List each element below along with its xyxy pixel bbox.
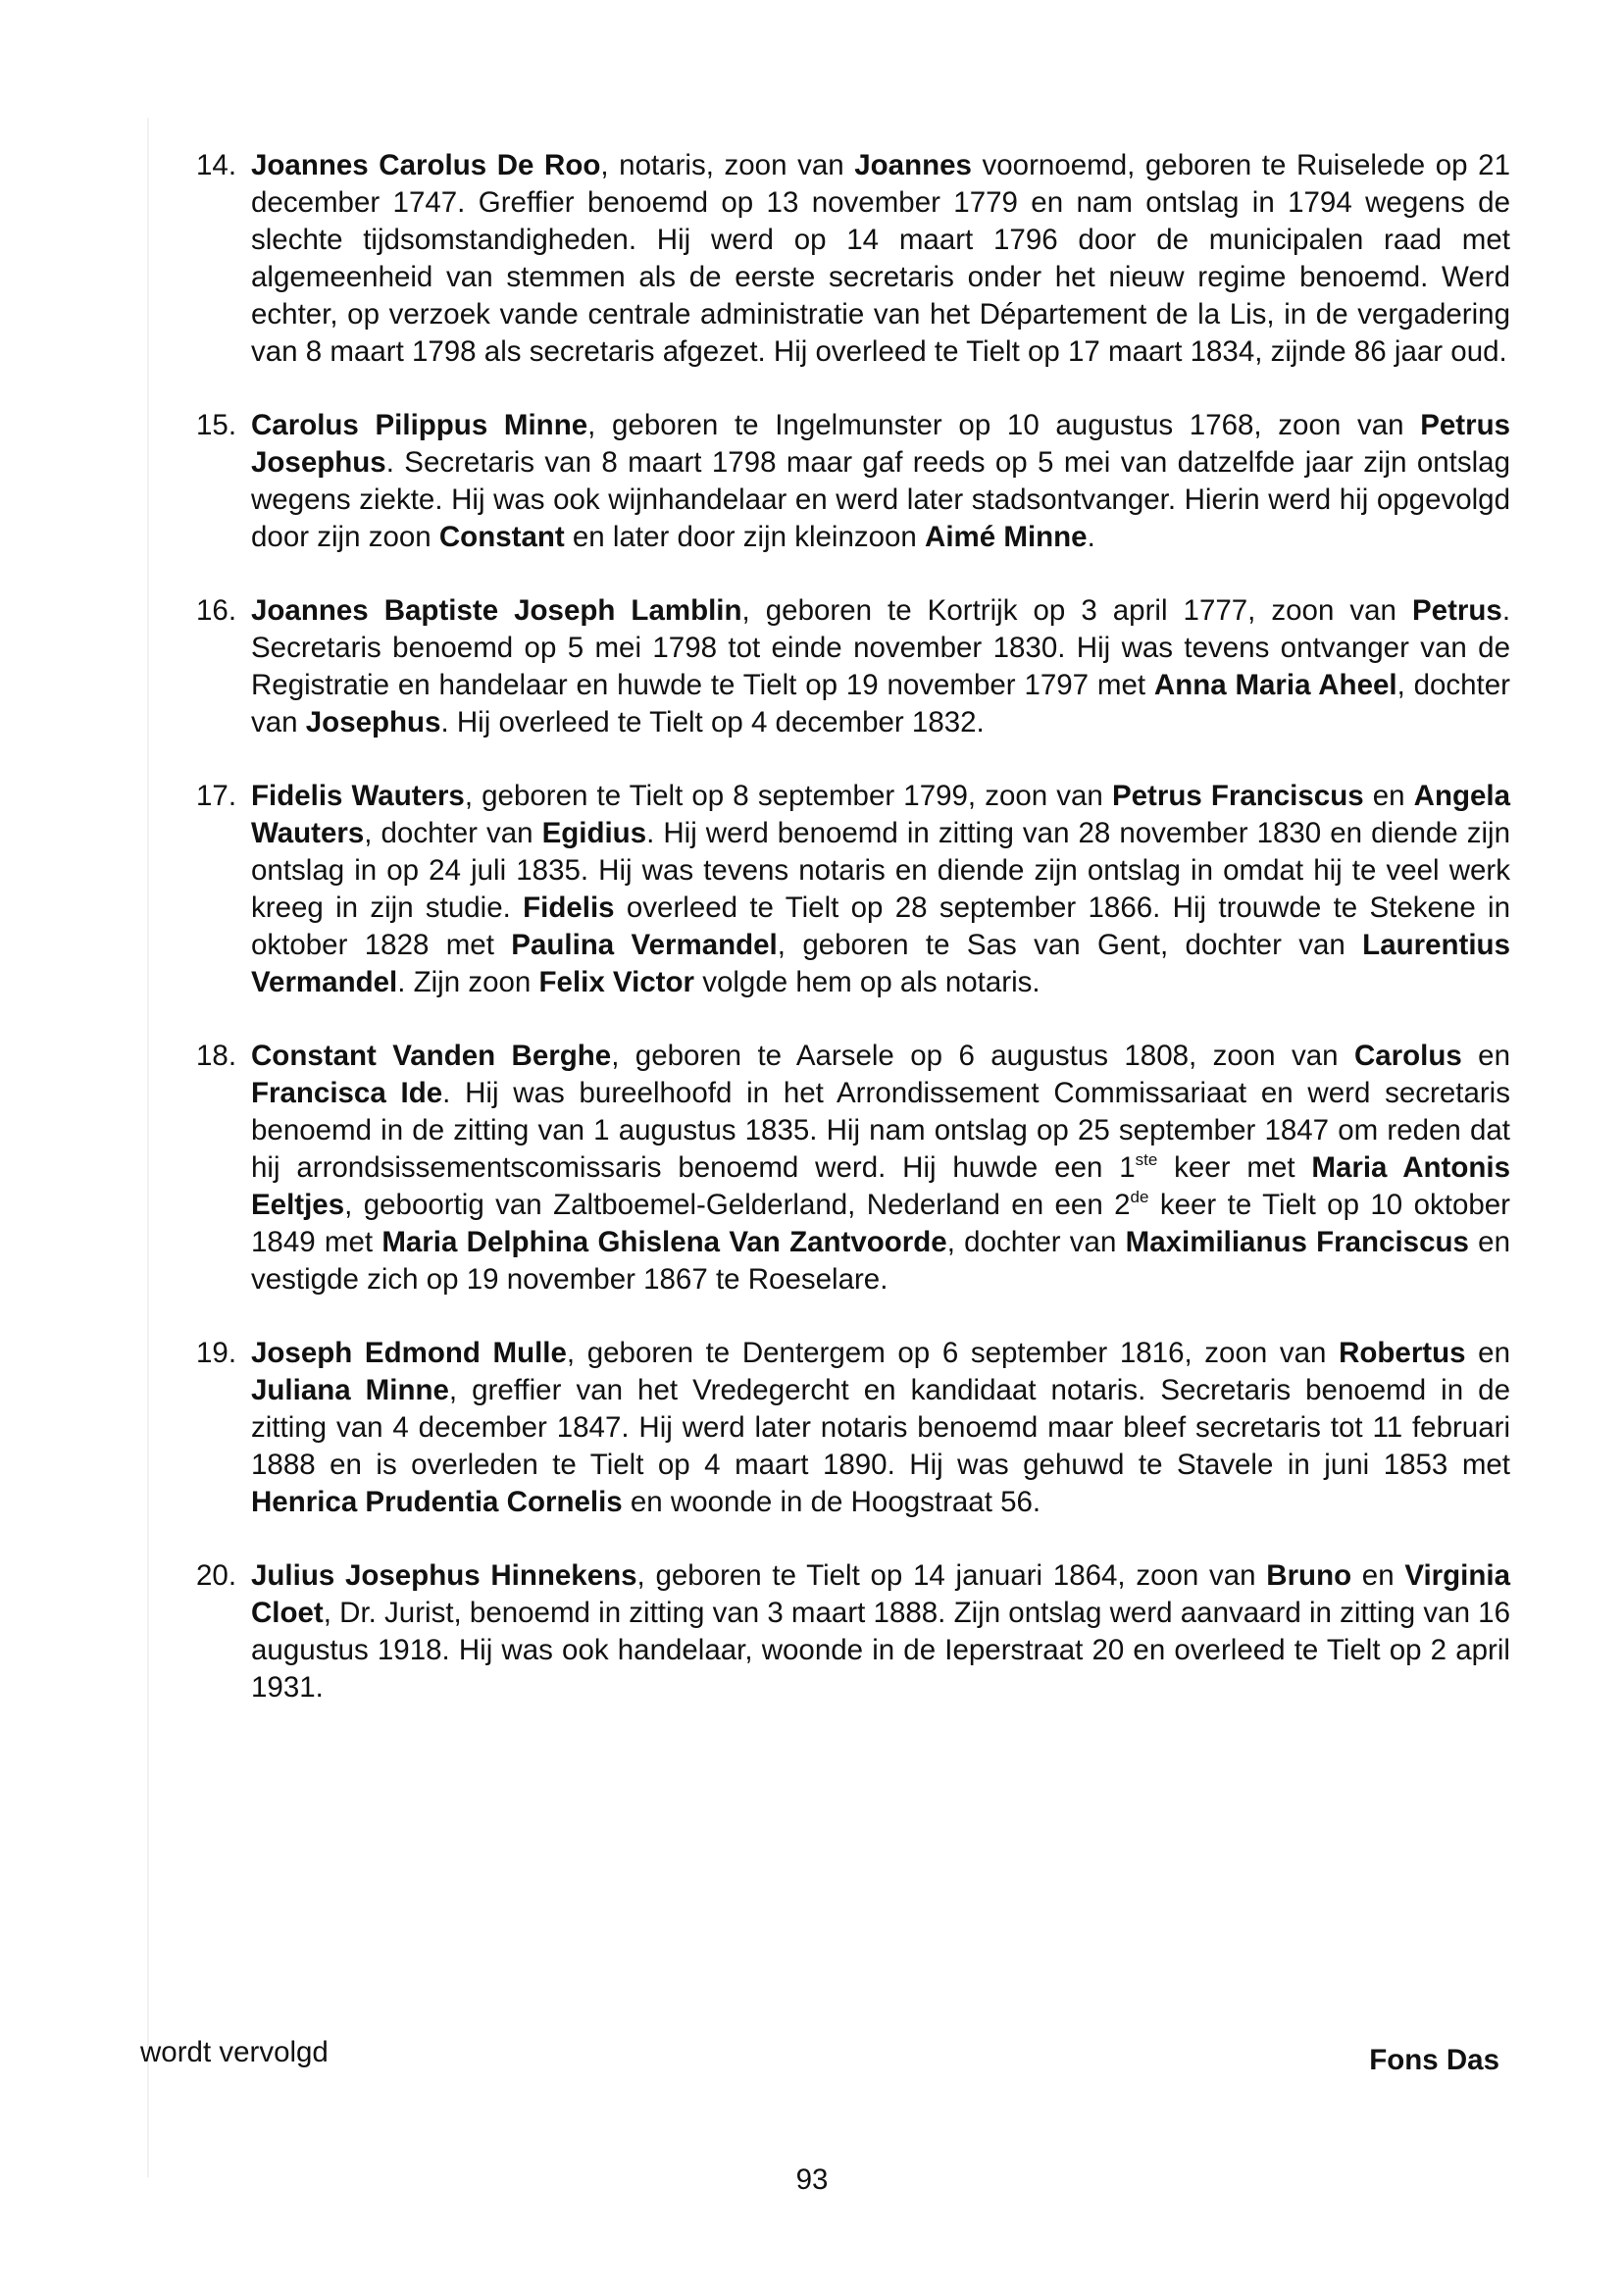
entry-text <box>251 780 1510 998</box>
entry-number: 17. <box>196 780 237 812</box>
list-item <box>196 1335 1510 1521</box>
list-item <box>196 147 1510 371</box>
bold-name: Joseph Edmond Mulle <box>251 1337 567 1369</box>
bold-name: Paulina Vermandel <box>511 929 778 961</box>
text-segment: . Hij overleed te Tielt op 4 december 1832. <box>440 706 985 738</box>
bold-name: Joannes <box>854 149 972 181</box>
bold-name: Joannes Carolus De Roo <box>251 149 601 181</box>
text-segment: , geboren te Tielt op 8 september 1799, zoon van <box>464 780 1112 812</box>
entry-text <box>251 1337 1510 1518</box>
bold-name: Virginia Cloet <box>251 1559 1510 1629</box>
page-edge-line <box>147 118 149 2177</box>
text-segment: , dochter van <box>364 817 542 849</box>
text-segment: . Hij was bureelhoofd in het Arrondissement Commissariaat en werd secretaris benoemd in de zitting van 1 augustus 1835. Hij nam ontslag op 25 september 1847 om reden dat hij arrondsissementscomissaris benoemd werd. Hij huwde een 1 <box>251 1077 1510 1184</box>
entry-list <box>196 147 1510 1743</box>
bold-name: Aimé Minne <box>925 521 1088 553</box>
list-item <box>196 407 1510 556</box>
ordinal-suffix: de <box>1130 1188 1149 1206</box>
entry-text <box>251 149 1510 368</box>
bold-name: Fidelis Wauters <box>251 780 465 812</box>
entry-number: 14. <box>196 149 237 181</box>
bold-name: Petrus Josephus <box>251 409 1511 479</box>
bold-name: Henrica Prudentia Cornelis <box>251 1486 623 1518</box>
list-item <box>196 1038 1510 1298</box>
entry-number: 15. <box>196 409 237 441</box>
bold-name: Angela Wauters <box>251 780 1510 849</box>
bold-name: Julius Josephus Hinnekens <box>251 1559 637 1592</box>
text-segment: , notaris, zoon van <box>600 149 855 181</box>
entry-text <box>251 594 1510 738</box>
bold-name: Constant <box>438 521 565 553</box>
bold-name: Maria Antonis Eeltjes <box>251 1151 1510 1221</box>
continued-note: wordt vervolgd <box>140 2036 329 2068</box>
bold-name: Anna Maria Aheel <box>1153 669 1397 701</box>
text-segment: , geboren te Ingelmunster op 10 augustus 1768, zoon van <box>587 409 1421 441</box>
entry-number: 20. <box>196 1559 237 1592</box>
text-segment: , geboren te Kortrijk op 3 april 1777, zoon van <box>741 594 1412 627</box>
bold-name: Fidelis <box>523 891 615 924</box>
bold-name: Maximilianus Franciscus <box>1125 1226 1469 1258</box>
text-segment: . Zijn zoon <box>397 966 539 998</box>
entry-number: 16. <box>196 594 237 627</box>
text-segment: , greffier van het Vredegercht en kandidaat notaris. Secretaris benoemd in de zitting van 4 december 1847. Hij werd later notaris benoemd maar bleef secretaris tot 11 februari 1888 en is overleden te Tielt op 4 maart 1890. Hij was gehuwd te Stavele in juni 1853 met <box>251 1374 1510 1481</box>
text-segment: , dochter van <box>251 669 1510 738</box>
entry-number: 19. <box>196 1337 237 1369</box>
bold-name: Petrus Franciscus <box>1111 780 1364 812</box>
text-segment: , geboren te Tielt op 14 januari 1864, zoon van <box>636 1559 1267 1592</box>
text-segment: , dochter van <box>946 1226 1126 1258</box>
bold-name: Carolus Pilippus Minne <box>251 409 588 441</box>
text-segment: en <box>1363 780 1414 812</box>
text-segment: , geboren te Dentergem op 6 september 1816, zoon van <box>566 1337 1340 1369</box>
bold-name: Egidius <box>541 817 647 849</box>
entry-text <box>251 1559 1510 1704</box>
text-segment: . Secretaris benoemd op 5 mei 1798 tot einde november 1830. Hij was tevens ontvanger van de Registratie en handelaar en huwde te Tielt op 19 november 1797 met <box>251 594 1511 701</box>
bold-name: Juliana Minne <box>251 1374 449 1406</box>
bold-name: Bruno <box>1266 1559 1352 1592</box>
text-segment: keer te Tielt op 10 oktober 1849 met <box>251 1189 1510 1258</box>
text-segment: en <box>1461 1040 1510 1072</box>
text-segment: en <box>1465 1337 1510 1369</box>
text-segment: voornoemd, geboren te Ruiselede op 21 december 1747. Greffier benoemd op 13 november 1779 en nam ontslag in 1794 wegens de slechte tijdsomstandigheden. Hij werd op 14 maart 1796 door de municipalen raad met algemeenheid van stemmen als de eerste secretaris onder het nieuw regime benoemd. Werd echter, op verzoek vande centrale administratie van het Département de la Lis, in de vergadering van 8 maart 1798 als secretaris afgezet. Hij overleed te Tielt op 17 maart 1834, zijnde 86 jaar oud. <box>251 149 1510 368</box>
text-segment: , geboren te Sas van Gent, dochter van <box>777 929 1363 961</box>
text-segment: en woonde in de Hoogstraat 56. <box>622 1486 1041 1518</box>
author-signature: Fons Das <box>1369 2044 1499 2076</box>
text-segment: . Secretaris van 8 maart 1798 maar gaf reeds op 5 mei van datzelfde jaar zijn ontslag wegens ziekte. Hij was ook wijnhandelaar en werd later stadsontvanger. Hierin werd hij opgevolgd door zijn zoon <box>251 446 1510 553</box>
ordinal-suffix: ste <box>1135 1150 1158 1169</box>
text-segment: en <box>1351 1559 1405 1592</box>
bold-name: Joannes Baptiste Joseph Lamblin <box>251 594 742 627</box>
text-segment: , geboortig van Zaltboemel-Gelderland, Nederland en een 2 <box>344 1189 1131 1221</box>
entry-text <box>251 1040 1510 1296</box>
page-number: 93 <box>795 2164 829 2196</box>
bold-name: Robertus <box>1339 1337 1466 1369</box>
bold-name: Francisca Ide <box>251 1077 443 1109</box>
list-item <box>196 592 1510 741</box>
text-segment: , Dr. Jurist, benoemd in zitting van 3 maart 1888. Zijn ontslag werd aanvaard in zitting van 16 augustus 1918. Hij was ook handelaar, woonde in de Ieperstraat 20 en overleed te Tielt op 2 april 1931. <box>251 1597 1510 1704</box>
bold-name: Constant Vanden Berghe <box>251 1040 612 1072</box>
text-segment: . <box>1087 521 1095 553</box>
text-segment: , geboren te Aarsele op 6 augustus 1808, zoon van <box>611 1040 1354 1072</box>
bold-name: Laurentius Vermandel <box>251 929 1510 998</box>
bold-name: Carolus <box>1353 1040 1462 1072</box>
bold-name: Petrus <box>1411 594 1502 627</box>
bold-name: Maria Delphina Ghislena Van Zantvoorde <box>381 1226 947 1258</box>
bold-name: Felix Victor <box>538 966 695 998</box>
text-segment: . Hij werd benoemd in zitting van 28 november 1830 en diende zijn ontslag in op 24 juli 1835. Hij was tevens notaris en diende zijn ontslag in omdat hij te veel werk kreeg in zijn studie. <box>251 817 1510 924</box>
entry-text <box>251 409 1510 553</box>
text-segment: en vestigde zich op 19 november 1867 te Roeselare. <box>251 1226 1510 1296</box>
bold-name: Josephus <box>305 706 441 738</box>
text-segment: overleed te Tielt op 28 september 1866. Hij trouwde te Stekene in oktober 1828 met <box>251 891 1510 961</box>
text-segment: volgde hem op als notaris. <box>694 966 1040 998</box>
text-segment: en later door zijn kleinzoon <box>564 521 926 553</box>
list-item <box>196 778 1510 1001</box>
text-segment: keer met <box>1157 1151 1312 1184</box>
list-item <box>196 1557 1510 1706</box>
entry-number: 18. <box>196 1040 237 1072</box>
